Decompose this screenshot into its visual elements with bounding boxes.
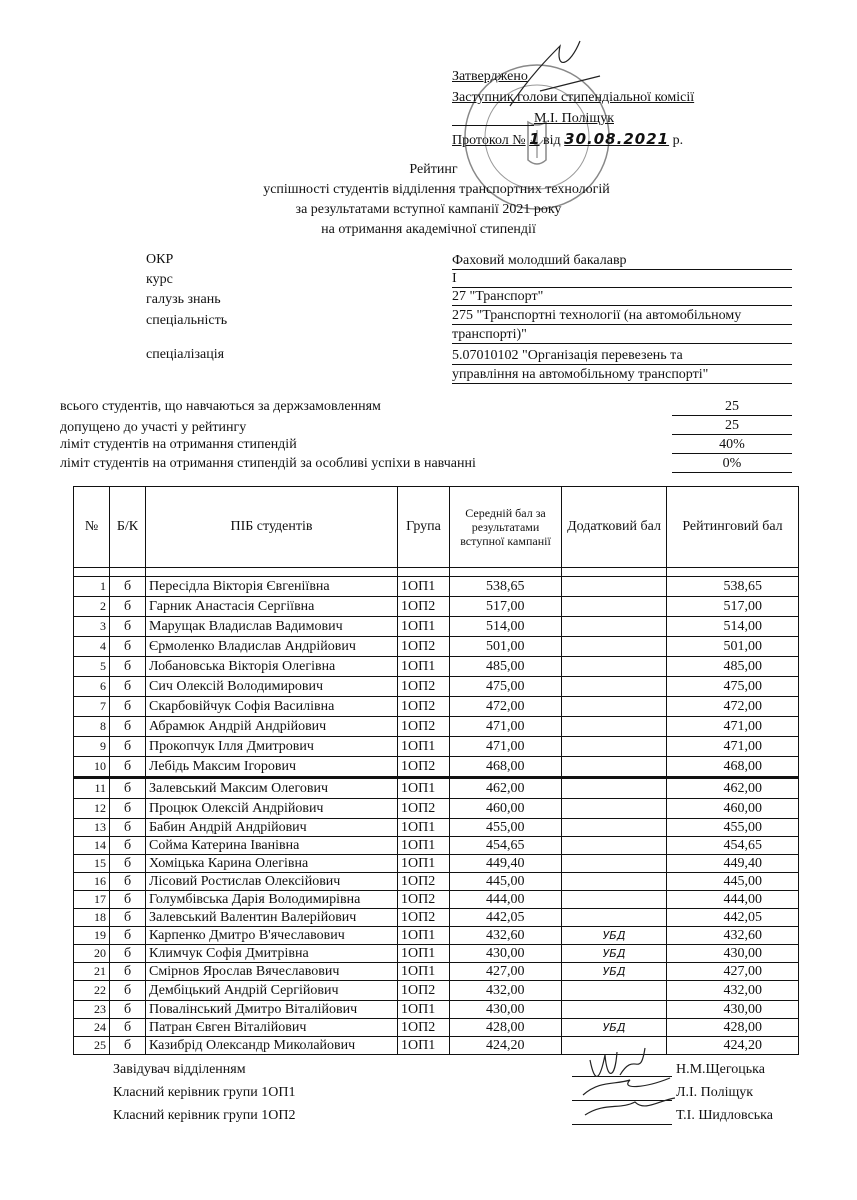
- row-number: 14: [74, 837, 110, 855]
- row-bk: б: [110, 717, 146, 737]
- table-row: [74, 697, 799, 717]
- row-rating: 514,00: [667, 617, 799, 637]
- protocol-number: 1: [529, 130, 540, 148]
- row-group: 1ОП1: [398, 837, 450, 855]
- row-group: 1ОП2: [398, 597, 450, 617]
- row-additional: УБД: [562, 945, 667, 963]
- table-row: [74, 657, 799, 677]
- table-row: [74, 1037, 799, 1055]
- row-avg: 430,00: [450, 1001, 562, 1019]
- row-name: Смірнов Ярослав Вячеславович: [146, 963, 398, 981]
- row-number: 16: [74, 873, 110, 891]
- row-group: 1ОП2: [398, 1019, 450, 1037]
- row-rating: 471,00: [667, 717, 799, 737]
- footer-signatures: [575, 1040, 680, 1125]
- row-bk: б: [110, 1019, 146, 1037]
- row-number: 18: [74, 909, 110, 927]
- table-row: [74, 737, 799, 757]
- row-avg: 460,00: [450, 799, 562, 819]
- row-rating: 471,00: [667, 737, 799, 757]
- row-number: 21: [74, 963, 110, 981]
- row-rating: 485,00: [667, 657, 799, 677]
- row-name: Повалінський Дмитро Віталійович: [146, 1001, 398, 1019]
- spec-value-2: транспорті)": [452, 326, 792, 344]
- row-avg: 501,00: [450, 637, 562, 657]
- row-name: Патран Євген Віталійович: [146, 1019, 398, 1037]
- protocol-suffix: р.: [672, 133, 684, 148]
- row-name: Прокопчук Ілля Дмитрович: [146, 737, 398, 757]
- row-group: 1ОП2: [398, 717, 450, 737]
- row-avg: 427,00: [450, 963, 562, 981]
- row-name: Скарбовійчук Софія Василівна: [146, 697, 398, 717]
- special-label: ліміт студентів на отримання стипендій за особливі успіхи в навчанні: [60, 456, 476, 471]
- row-rating: 517,00: [667, 597, 799, 617]
- field-value: 27 "Транспорт": [452, 288, 792, 306]
- title-line-1: Рейтинг: [409, 162, 458, 177]
- row-group: 1ОП1: [398, 855, 450, 873]
- row-rating: 501,00: [667, 637, 799, 657]
- table-row: [74, 873, 799, 891]
- row-rating: 454,65: [667, 837, 799, 855]
- row-rating: 432,60: [667, 927, 799, 945]
- row-rating: 430,00: [667, 1001, 799, 1019]
- header-rating: Рейтинговий бал: [667, 487, 799, 568]
- head-label: Завідувач відділенням: [113, 1062, 246, 1077]
- row-name: Дембіцький Андрій Сергійович: [146, 981, 398, 1001]
- row-rating: 460,00: [667, 799, 799, 819]
- row-number: 5: [74, 657, 110, 677]
- row-number: 8: [74, 717, 110, 737]
- rating-table: [73, 486, 799, 1055]
- row-rating: 449,40: [667, 855, 799, 873]
- row-additional: [562, 891, 667, 909]
- footer-names: [676, 1058, 773, 1127]
- row-name: Пересідла Вікторія Євгеніївна: [146, 577, 398, 597]
- row-avg: 432,00: [450, 981, 562, 1001]
- row-group: 1ОП2: [398, 677, 450, 697]
- row-additional: [562, 637, 667, 657]
- row-number: 13: [74, 819, 110, 837]
- row-avg: 424,20: [450, 1037, 562, 1055]
- field-label: галузь знань: [146, 292, 221, 307]
- row-group: 1ОП1: [398, 945, 450, 963]
- row-group: 1ОП2: [398, 697, 450, 717]
- row-rating: 430,00: [667, 945, 799, 963]
- approval-position: Заступник голови стипендіальної комісії: [452, 90, 695, 105]
- row-name: Лобановська Вікторія Олегівна: [146, 657, 398, 677]
- row-rating: 462,00: [667, 778, 799, 799]
- row-avg: 475,00: [450, 677, 562, 697]
- header-spacer-row: [74, 568, 799, 577]
- special-value: 0%: [672, 455, 792, 473]
- row-bk: б: [110, 737, 146, 757]
- row-additional: [562, 909, 667, 927]
- okr-value: Фаховий молодший бакалавр: [452, 252, 792, 270]
- table-row: [74, 909, 799, 927]
- admitted-label: допущено до участі у рейтингу: [60, 420, 247, 435]
- row-additional: УБД: [562, 927, 667, 945]
- table-row: [74, 855, 799, 873]
- row-rating: 442,05: [667, 909, 799, 927]
- row-avg: 445,00: [450, 873, 562, 891]
- row-number: 2: [74, 597, 110, 617]
- row-rating: 455,00: [667, 819, 799, 837]
- row-number: 20: [74, 945, 110, 963]
- row-bk: б: [110, 837, 146, 855]
- limit-label: ліміт студентів на отримання стипендій: [60, 437, 297, 452]
- specz-label: спеціалізація: [146, 347, 225, 362]
- table-row: [74, 819, 799, 837]
- row-avg: 514,00: [450, 617, 562, 637]
- row-additional: [562, 617, 667, 637]
- row-avg: 455,00: [450, 819, 562, 837]
- row-additional: УБД: [562, 963, 667, 981]
- table-row: [74, 717, 799, 737]
- protocol-prefix: Протокол №: [452, 133, 526, 148]
- row-rating: 427,00: [667, 963, 799, 981]
- title-line-3: за результатами вступної кампанії 2021 року: [295, 202, 562, 217]
- row-group: 1ОП1: [398, 778, 450, 799]
- row-avg: 430,00: [450, 945, 562, 963]
- row-group: 1ОП1: [398, 737, 450, 757]
- row-bk: б: [110, 1037, 146, 1055]
- row-group: 1ОП2: [398, 981, 450, 1001]
- row-bk: б: [110, 1001, 146, 1019]
- row-bk: б: [110, 819, 146, 837]
- row-rating: 472,00: [667, 697, 799, 717]
- protocol-date: 30.08.2021: [564, 130, 670, 148]
- row-bk: б: [110, 637, 146, 657]
- approval-signature: [500, 36, 610, 116]
- row-group: 1ОП1: [398, 927, 450, 945]
- row-group: 1ОП1: [398, 1037, 450, 1055]
- row-name: Залевський Валентин Валерійович: [146, 909, 398, 927]
- row-group: 1ОП1: [398, 1001, 450, 1019]
- table-row: [74, 945, 799, 963]
- row-number: 4: [74, 637, 110, 657]
- row-name: Климчук Софія Дмитрівна: [146, 945, 398, 963]
- title-line-4: на отримання академічної стипендії: [321, 222, 536, 237]
- total-label: всього студентів, що навчаються за держзамовленням: [60, 399, 381, 414]
- row-number: 7: [74, 697, 110, 717]
- header-bk: Б/К: [110, 487, 146, 568]
- row-group: 1ОП1: [398, 819, 450, 837]
- row-avg: 471,00: [450, 737, 562, 757]
- row-additional: [562, 1001, 667, 1019]
- row-bk: б: [110, 778, 146, 799]
- row-group: 1ОП1: [398, 657, 450, 677]
- row-rating: 475,00: [667, 677, 799, 697]
- row-additional: [562, 819, 667, 837]
- row-bk: б: [110, 927, 146, 945]
- spec-value-1: 275 "Транспортні технології (на автомобільному: [452, 307, 792, 325]
- row-name: Сойма Катерина Іванівна: [146, 837, 398, 855]
- row-number: 1: [74, 577, 110, 597]
- row-avg: 444,00: [450, 891, 562, 909]
- row-group: 1ОП1: [398, 577, 450, 597]
- row-additional: [562, 677, 667, 697]
- row-additional: [562, 697, 667, 717]
- table-row: [74, 677, 799, 697]
- row-bk: б: [110, 577, 146, 597]
- row-rating: 538,65: [667, 577, 799, 597]
- footer-labels: [113, 1058, 295, 1127]
- row-additional: [562, 799, 667, 819]
- row-number: 17: [74, 891, 110, 909]
- row-name: Гарник Анастасія Сергіївна: [146, 597, 398, 617]
- row-rating: 428,00: [667, 1019, 799, 1037]
- header-add: Додатковий бал: [562, 487, 667, 568]
- row-additional: [562, 873, 667, 891]
- row-avg: 454,65: [450, 837, 562, 855]
- row-bk: б: [110, 757, 146, 778]
- table-row: [74, 637, 799, 657]
- row-number: 15: [74, 855, 110, 873]
- row-rating: 432,00: [667, 981, 799, 1001]
- approval-approved: Затверджено: [452, 69, 528, 84]
- table-body: [74, 577, 799, 1055]
- total-value: 25: [672, 398, 792, 416]
- row-additional: [562, 981, 667, 1001]
- okr-label: ОКР: [146, 252, 174, 267]
- row-name: Лісовий Ростислав Олексійович: [146, 873, 398, 891]
- table-row: [74, 837, 799, 855]
- table-row: [74, 963, 799, 981]
- table-row: [74, 617, 799, 637]
- row-additional: [562, 657, 667, 677]
- row-bk: б: [110, 657, 146, 677]
- row-bk: б: [110, 909, 146, 927]
- row-rating: 444,00: [667, 891, 799, 909]
- row-bk: б: [110, 597, 146, 617]
- table-header-row: [74, 487, 799, 568]
- row-avg: 472,00: [450, 697, 562, 717]
- row-number: 3: [74, 617, 110, 637]
- table-row: [74, 597, 799, 617]
- approval-name: М.І. Поліщук: [534, 111, 614, 126]
- row-avg: 462,00: [450, 778, 562, 799]
- row-name: Єрмоленко Владислав Андрійович: [146, 637, 398, 657]
- specz-value-2: управління на автомобільному транспорті": [452, 366, 792, 384]
- row-name: Сич Олексій Володимирович: [146, 677, 398, 697]
- row-bk: б: [110, 945, 146, 963]
- row-name: Процюк Олексій Андрійович: [146, 799, 398, 819]
- row-number: 9: [74, 737, 110, 757]
- row-number: 11: [74, 778, 110, 799]
- table-row: [74, 981, 799, 1001]
- row-bk: б: [110, 855, 146, 873]
- row-additional: [562, 778, 667, 799]
- row-name: Карпенко Дмитро В'ячеславович: [146, 927, 398, 945]
- table-row: [74, 757, 799, 778]
- row-bk: б: [110, 697, 146, 717]
- row-additional: [562, 837, 667, 855]
- curator1-label: Класний керівник групи 1ОП1: [113, 1085, 296, 1100]
- row-name: Голумбівська Дарія Володимирівна: [146, 891, 398, 909]
- table-row: [74, 799, 799, 819]
- row-group: 1ОП2: [398, 873, 450, 891]
- specz-value-1: 5.07010102 "Організація перевезень та: [452, 347, 792, 365]
- row-bk: б: [110, 981, 146, 1001]
- table-row: [74, 778, 799, 799]
- row-avg: 432,60: [450, 927, 562, 945]
- row-avg: 538,65: [450, 577, 562, 597]
- table-row: [74, 1001, 799, 1019]
- curator2-name: Т.І. Шидловська: [676, 1108, 773, 1123]
- course-label: курс: [146, 272, 173, 287]
- approval-protocol: [452, 129, 694, 150]
- row-number: 12: [74, 799, 110, 819]
- row-group: 1ОП2: [398, 757, 450, 778]
- row-bk: б: [110, 891, 146, 909]
- table-row: [74, 927, 799, 945]
- header-group: Група: [398, 487, 450, 568]
- row-group: 1ОП2: [398, 637, 450, 657]
- protocol-mid: від: [543, 133, 561, 148]
- row-name: Абрамюк Андрій Андрійович: [146, 717, 398, 737]
- curator2-label: Класний керівник групи 1ОП2: [113, 1108, 296, 1123]
- row-bk: б: [110, 799, 146, 819]
- row-bk: б: [110, 617, 146, 637]
- row-additional: [562, 757, 667, 778]
- table-row: [74, 577, 799, 597]
- table-row: [74, 891, 799, 909]
- row-number: 19: [74, 927, 110, 945]
- row-number: 6: [74, 677, 110, 697]
- row-number: 25: [74, 1037, 110, 1055]
- row-avg: 485,00: [450, 657, 562, 677]
- row-name: Казибрід Олександр Миколайович: [146, 1037, 398, 1055]
- row-additional: [562, 855, 667, 873]
- header-name: ПІБ студентів: [146, 487, 398, 568]
- row-additional: УБД: [562, 1019, 667, 1037]
- row-group: 1ОП1: [398, 617, 450, 637]
- row-name: Залевський Максим Олегович: [146, 778, 398, 799]
- row-number: 24: [74, 1019, 110, 1037]
- row-avg: 468,00: [450, 757, 562, 778]
- row-name: Бабин Андрій Андрійович: [146, 819, 398, 837]
- row-bk: б: [110, 873, 146, 891]
- admitted-value: 25: [672, 417, 792, 435]
- row-name: Лебідь Максим Ігорович: [146, 757, 398, 778]
- limit-value: 40%: [672, 436, 792, 454]
- document-title: [0, 160, 857, 240]
- row-number: 22: [74, 981, 110, 1001]
- curator1-name: Л.І. Поліщук: [676, 1085, 754, 1100]
- header-num: №: [74, 487, 110, 568]
- row-number: 23: [74, 1001, 110, 1019]
- row-bk: б: [110, 963, 146, 981]
- row-number: 10: [74, 757, 110, 778]
- course-value: І: [452, 270, 792, 288]
- row-rating: 424,20: [667, 1037, 799, 1055]
- row-avg: 442,05: [450, 909, 562, 927]
- row-additional: [562, 577, 667, 597]
- row-additional: [562, 597, 667, 617]
- row-group: 1ОП2: [398, 891, 450, 909]
- row-group: 1ОП2: [398, 799, 450, 819]
- row-bk: б: [110, 677, 146, 697]
- row-additional: [562, 737, 667, 757]
- title-line-2: успішності студентів відділення транспортних технологій: [263, 182, 610, 197]
- head-name: Н.М.Щегоцька: [676, 1062, 765, 1077]
- row-name: Хоміцька Карина Олегівна: [146, 855, 398, 873]
- row-avg: 471,00: [450, 717, 562, 737]
- row-avg: 449,40: [450, 855, 562, 873]
- row-avg: 428,00: [450, 1019, 562, 1037]
- spec-label: спеціальність: [146, 313, 228, 328]
- header-avg: Середній бал за результатами вступної кампанії: [450, 487, 562, 568]
- row-additional: [562, 717, 667, 737]
- row-group: 1ОП2: [398, 909, 450, 927]
- row-rating: 468,00: [667, 757, 799, 778]
- row-rating: 445,00: [667, 873, 799, 891]
- row-group: 1ОП1: [398, 963, 450, 981]
- row-avg: 517,00: [450, 597, 562, 617]
- table-row: [74, 1019, 799, 1037]
- row-name: Марущак Владислав Вадимович: [146, 617, 398, 637]
